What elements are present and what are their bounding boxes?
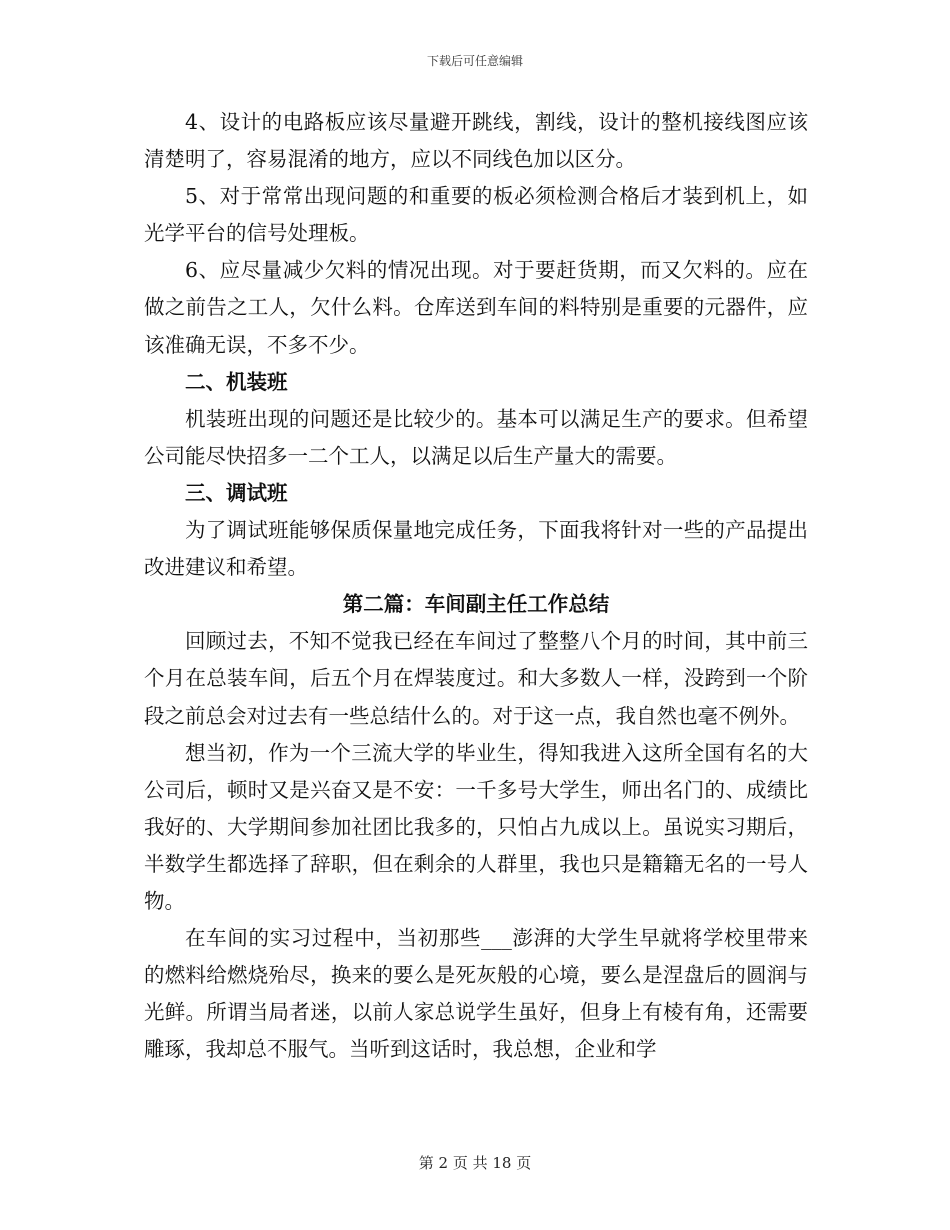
document-body <box>144 104 808 1068</box>
page-header: 下载后可任意编辑 <box>426 54 523 68</box>
paragraph-assembly: 机装班出现的问题还是比较少的。基本可以满足生产的要求。但希望公司能尽快招多一二个工人，以满足以后生产量大的需要。 <box>144 406 808 468</box>
article-title: 第二篇：车间副主任工作总结 <box>342 592 610 617</box>
paragraph-review: 回顾过去，不知不觉我已经在车间过了整整八个月的时间，其中前三个月在总装车间，后五个月在焊装度过。和大多数人一样，没跨到一个阶段之前总会对过去有一些总结什么的。对于这一点，我自然也毫不例外。 <box>144 629 808 728</box>
page-footer: 第 2 页 共 18 页 <box>418 1154 532 1172</box>
paragraph-recall: 想当初，作为一个三流大学的毕业生，得知我进入这所全国有名的大公司后，顿时又是兴奋又是不安：一千多号大学生，师出名门的、成绩比我好的、大学期间参加社团比我多的，只怕占九成以上。虽说实习期后，半数学生都选择了辞职，但在剩余的人群里，我也只是籍籍无名的一号人物。 <box>144 740 808 913</box>
paragraph-item-6: 6、应尽量减少欠料的情况出现。对于要赶货期，而又欠料的。应在做之前告之工人，欠什么料。仓库送到车间的料特别是重要的元器件，应该准确无误，不多不少。 <box>144 258 808 357</box>
paragraph-item-4: 4、设计的电路板应该尽量避开跳线，割线，设计的整机接线图应该清楚明了，容易混淆的地方，应以不同线色加以区分。 <box>144 110 808 172</box>
paragraph-internship: 在车间的实习过程中，当初那些___澎湃的大学生早就将学校里带来的燃料给燃烧殆尽，换来的要么是死灰般的心境，要么是涅盘后的圆润与光鲜。所谓当局者迷，以前人家总说学生虽好，但身上有棱有角，还需要雕琢，我却总不服气。当听到这话时，我总想，企业和学 <box>144 926 808 1062</box>
paragraph-debugging: 为了调试班能够保质保量地完成任务，下面我将针对一些的产品提出改进建议和希望。 <box>144 518 808 580</box>
section-heading-debugging: 三、调试班 <box>185 480 288 505</box>
paragraph-item-5: 5、对于常常出现问题的和重要的板必须检测合格后才装到机上，如光学平台的信号处理板。 <box>144 184 808 246</box>
section-heading-assembly: 二、机装班 <box>185 369 288 394</box>
